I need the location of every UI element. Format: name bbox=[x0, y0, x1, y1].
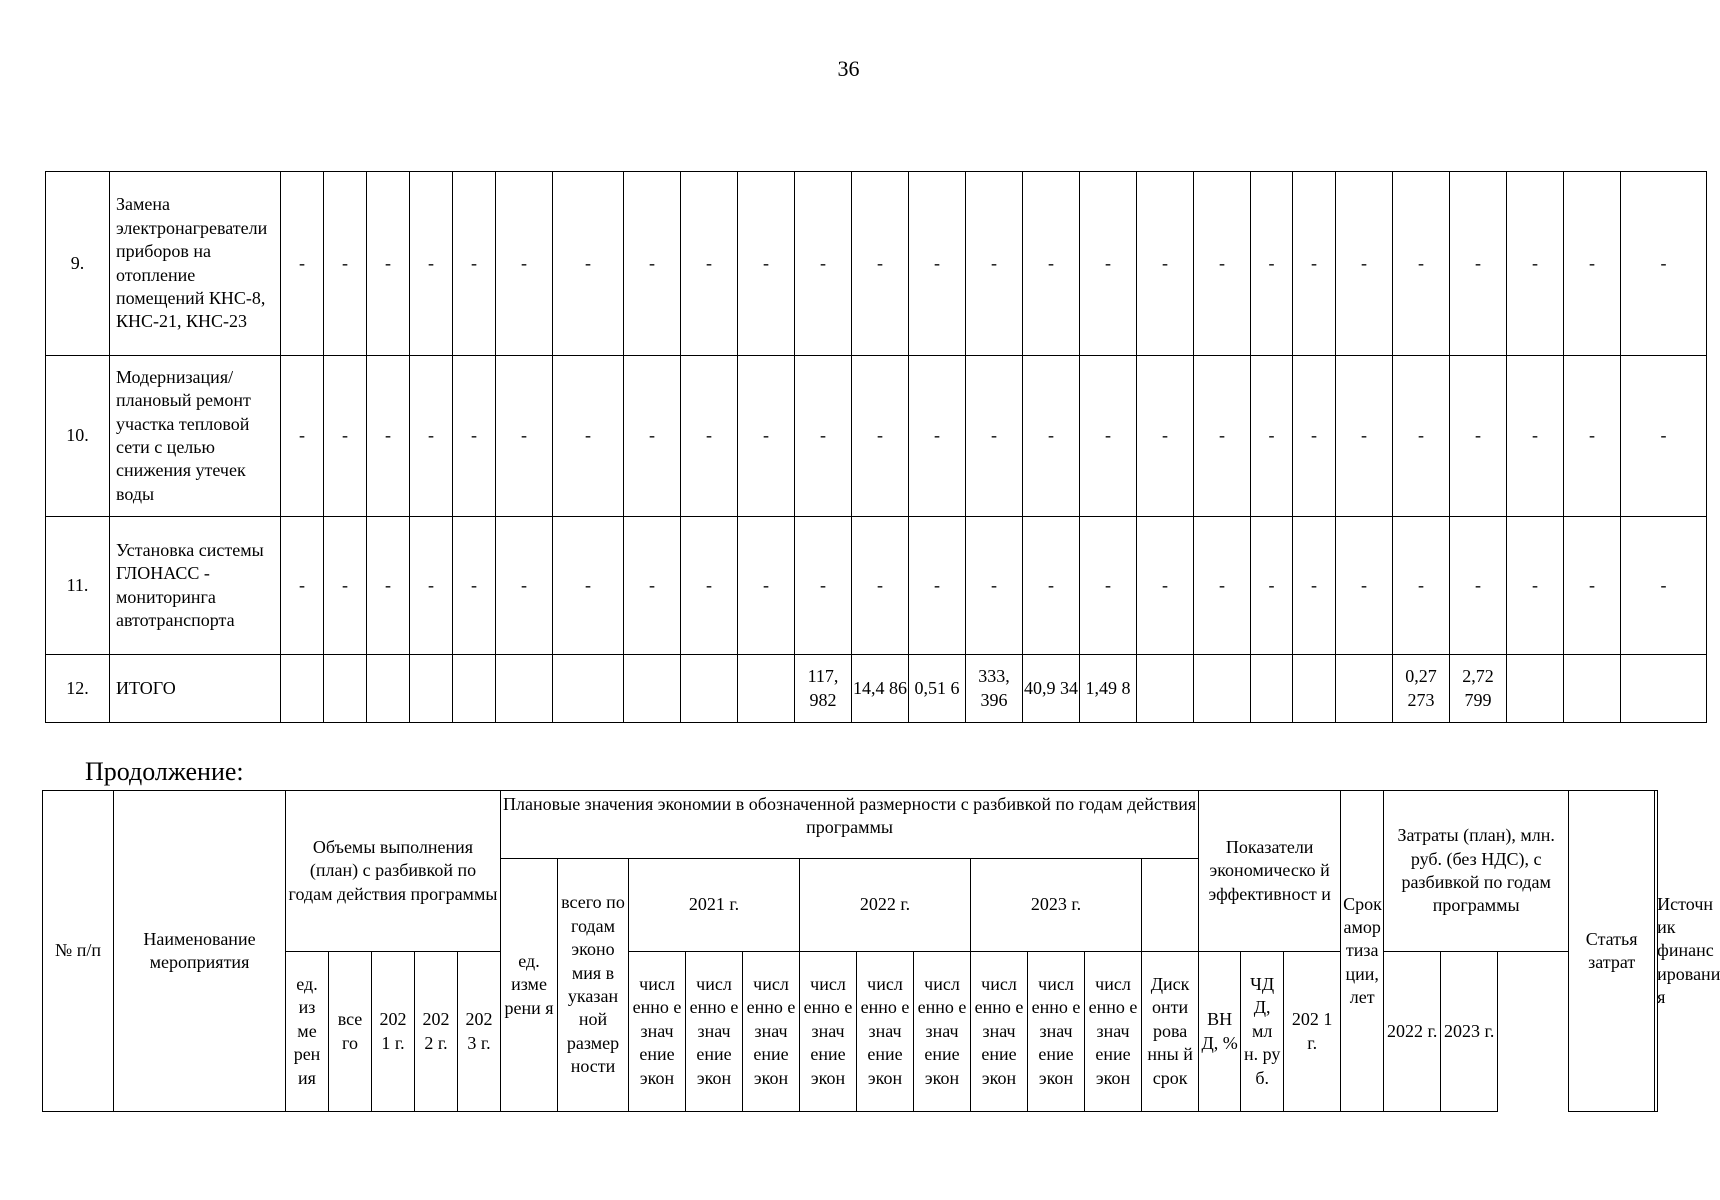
row-number: 12. bbox=[46, 655, 110, 723]
table-cell bbox=[496, 655, 553, 723]
table-cell: - bbox=[1194, 356, 1251, 517]
table-cell bbox=[553, 655, 624, 723]
table-cell: - bbox=[367, 172, 410, 356]
table-cell: - bbox=[681, 356, 738, 517]
table-cell: - bbox=[496, 356, 553, 517]
table-cell: - bbox=[410, 172, 453, 356]
table-cell bbox=[738, 655, 795, 723]
table-cell: - bbox=[795, 356, 852, 517]
table-cell: - bbox=[367, 517, 410, 655]
page-number: 36 bbox=[837, 56, 860, 81]
table-cell: - bbox=[909, 356, 966, 517]
table-cell bbox=[1564, 655, 1621, 723]
header-efficiency-group: Показатели экономическо й эффективност и bbox=[1199, 791, 1341, 952]
table-cell: - bbox=[624, 356, 681, 517]
header-volumes-unit: ед. из ме рен ия bbox=[286, 952, 329, 1112]
table-cell: - bbox=[553, 172, 624, 356]
table-cell: 40,9 34 bbox=[1023, 655, 1080, 723]
header-table bbox=[42, 790, 1720, 1112]
table-cell bbox=[681, 655, 738, 723]
table-cell: 2,72 799 bbox=[1450, 655, 1507, 723]
table-cell bbox=[1507, 655, 1564, 723]
table-cell: - bbox=[1507, 517, 1564, 655]
table-cell: - bbox=[1293, 172, 1336, 356]
header-numeric-value: числ енно е знач ение экон bbox=[971, 952, 1028, 1112]
table-cell: - bbox=[1251, 172, 1293, 356]
table-cell: - bbox=[1137, 517, 1194, 655]
header-funding-source: Источн ик финанс ировани я bbox=[1655, 791, 1658, 1112]
table-cell: - bbox=[1137, 172, 1194, 356]
header-costs-2023: 2023 г. bbox=[1441, 952, 1498, 1112]
table-cell: - bbox=[1507, 356, 1564, 517]
main-table bbox=[45, 171, 1707, 723]
table-cell: - bbox=[1194, 172, 1251, 356]
header-numeric-value: числ енно е знач ение экон bbox=[686, 952, 743, 1112]
table-cell: - bbox=[367, 356, 410, 517]
header-volumes-2021: 202 1 г. bbox=[372, 952, 415, 1112]
table-cell: - bbox=[966, 172, 1023, 356]
header-savings-unit: ед. изме рени я bbox=[501, 859, 558, 1112]
table-cell: - bbox=[1621, 517, 1707, 655]
table-cell bbox=[1621, 655, 1707, 723]
table-cell: - bbox=[1023, 517, 1080, 655]
table-cell bbox=[1293, 655, 1336, 723]
table-cell: - bbox=[1251, 356, 1293, 517]
table-cell: - bbox=[624, 172, 681, 356]
table-cell bbox=[281, 655, 324, 723]
header-col-num: № п/п bbox=[43, 791, 114, 1112]
header-numeric-value: числ енно е знач ение экон bbox=[800, 952, 857, 1112]
table-cell bbox=[453, 655, 496, 723]
continuation-label: Продолжение: bbox=[85, 757, 244, 786]
header-year-2022: 2022 г. bbox=[800, 859, 971, 952]
header-col-name: Наименование мероприятия bbox=[114, 791, 286, 1112]
table-cell: - bbox=[281, 172, 324, 356]
table-cell: - bbox=[1137, 356, 1194, 517]
table-cell: - bbox=[410, 517, 453, 655]
row-name: Установка системы ГЛОНАСС - мониторинга автотранспорта bbox=[110, 517, 281, 655]
table-cell: - bbox=[738, 356, 795, 517]
table-cell: - bbox=[1023, 172, 1080, 356]
table-cell: - bbox=[1450, 517, 1507, 655]
table-cell: - bbox=[1621, 356, 1707, 517]
table-cell: - bbox=[1336, 172, 1393, 356]
table-cell bbox=[410, 655, 453, 723]
header-volumes-2023: 202 3 г. bbox=[458, 952, 501, 1112]
header-payback: Срок амор тиза ции, лет bbox=[1341, 791, 1384, 1112]
table-cell: - bbox=[795, 172, 852, 356]
table-cell: - bbox=[324, 517, 367, 655]
table-cell: - bbox=[1080, 517, 1137, 655]
table-cell bbox=[324, 655, 367, 723]
table-cell: - bbox=[1251, 517, 1293, 655]
table-cell: - bbox=[1393, 517, 1450, 655]
table-cell: 117, 982 bbox=[795, 655, 852, 723]
table-cell: - bbox=[453, 172, 496, 356]
header-costs-group: Затраты (план), млн. руб. (без НДС), с разбивкой по годам программы bbox=[1384, 791, 1569, 952]
row-name: Замена электронагреватели приборов на отопление помещений КНС-8, КНС-21, КНС-23 bbox=[110, 172, 281, 356]
table-cell: - bbox=[1194, 517, 1251, 655]
header-year-2021: 2021 г. bbox=[629, 859, 800, 952]
table-cell: - bbox=[966, 356, 1023, 517]
table-cell: 14,4 86 bbox=[852, 655, 909, 723]
header-volumes-total: все го bbox=[329, 952, 372, 1112]
table-cell: - bbox=[1564, 356, 1621, 517]
table-cell: 333, 396 bbox=[966, 655, 1023, 723]
header-costs-2021: 202 1 г. bbox=[1284, 952, 1341, 1112]
header-numeric-value: числ енно е знач ение экон bbox=[629, 952, 686, 1112]
table-cell: - bbox=[1564, 172, 1621, 356]
table-cell: - bbox=[281, 356, 324, 517]
table-cell: 0,27 273 bbox=[1393, 655, 1450, 723]
table-cell: - bbox=[1080, 172, 1137, 356]
row-name: ИТОГО bbox=[110, 655, 281, 723]
table-cell: - bbox=[410, 356, 453, 517]
table-cell: - bbox=[1393, 356, 1450, 517]
table-cell: - bbox=[681, 517, 738, 655]
table-row bbox=[46, 172, 1707, 356]
header-cost-item: Статья затрат bbox=[1569, 791, 1655, 1112]
table-cell bbox=[1137, 655, 1194, 723]
table-cell: - bbox=[1450, 356, 1507, 517]
table-cell: - bbox=[1080, 356, 1137, 517]
table-cell: - bbox=[738, 517, 795, 655]
table-cell: - bbox=[496, 517, 553, 655]
table-cell: - bbox=[624, 517, 681, 655]
header-numeric-value: числ енно е знач ение экон bbox=[914, 952, 971, 1112]
header-numeric-value: числ енно е знач ение экон bbox=[1085, 952, 1142, 1112]
table-cell: - bbox=[1393, 172, 1450, 356]
table-cell bbox=[1194, 655, 1251, 723]
table-cell: - bbox=[324, 172, 367, 356]
header-irr: ВН Д, % bbox=[1199, 952, 1241, 1112]
table-cell bbox=[367, 655, 410, 723]
table-cell bbox=[1336, 655, 1393, 723]
table-cell bbox=[624, 655, 681, 723]
table-cell: - bbox=[553, 356, 624, 517]
table-cell: - bbox=[852, 356, 909, 517]
table-row bbox=[46, 356, 1707, 517]
row-number: 11. bbox=[46, 517, 110, 655]
table-row bbox=[46, 655, 1707, 723]
table-cell: 0,51 6 bbox=[909, 655, 966, 723]
header-year-2023: 2023 г. bbox=[971, 859, 1142, 952]
table-cell: - bbox=[966, 517, 1023, 655]
table-cell: - bbox=[852, 172, 909, 356]
table-cell: 1,49 8 bbox=[1080, 655, 1137, 723]
header-savings-group: Плановые значения экономии в обозначенной размерности с разбивкой по годам действия программы bbox=[501, 791, 1199, 859]
table-row bbox=[46, 517, 1707, 655]
table-cell: - bbox=[852, 517, 909, 655]
table-cell: - bbox=[1621, 172, 1707, 356]
header-numeric-value: числ енно е знач ение экон bbox=[743, 952, 800, 1112]
header-discounted-period: Диск онти рова нны й срок bbox=[1142, 952, 1199, 1112]
table-cell: - bbox=[496, 172, 553, 356]
table-cell: - bbox=[553, 517, 624, 655]
header-savings-total: всего по годам эконо мия в указан ной размер ности bbox=[558, 859, 629, 1112]
table-cell: - bbox=[1564, 517, 1621, 655]
table-cell: - bbox=[1507, 172, 1564, 356]
table-cell: - bbox=[1336, 356, 1393, 517]
table-cell: - bbox=[795, 517, 852, 655]
table-cell: - bbox=[909, 517, 966, 655]
header-npv: ЧД Д, мл н. ру б. bbox=[1241, 952, 1284, 1112]
row-number: 9. bbox=[46, 172, 110, 356]
table-cell: - bbox=[1450, 172, 1507, 356]
header-volumes-group: Объемы выполнения (план) с разбивкой по годам действия программы bbox=[286, 791, 501, 952]
table-cell: - bbox=[1293, 356, 1336, 517]
table-cell: - bbox=[738, 172, 795, 356]
header-numeric-value: числ енно е знач ение экон bbox=[857, 952, 914, 1112]
header-numeric-value: числ енно е знач ение экон bbox=[1028, 952, 1085, 1112]
table-cell: - bbox=[1293, 517, 1336, 655]
table-cell: - bbox=[453, 356, 496, 517]
table-cell: - bbox=[909, 172, 966, 356]
row-name: Модернизация/плановый ремонт участка тепловой сети с целью снижения утечек воды bbox=[110, 356, 281, 517]
row-number: 10. bbox=[46, 356, 110, 517]
table-cell bbox=[1251, 655, 1293, 723]
header-volumes-2022: 202 2 г. bbox=[415, 952, 458, 1112]
table-cell: - bbox=[324, 356, 367, 517]
header-costs-2022: 2022 г. bbox=[1384, 952, 1441, 1112]
table-cell: - bbox=[1336, 517, 1393, 655]
table-cell: - bbox=[453, 517, 496, 655]
table-cell: - bbox=[1023, 356, 1080, 517]
table-cell: - bbox=[281, 517, 324, 655]
table-cell: - bbox=[681, 172, 738, 356]
